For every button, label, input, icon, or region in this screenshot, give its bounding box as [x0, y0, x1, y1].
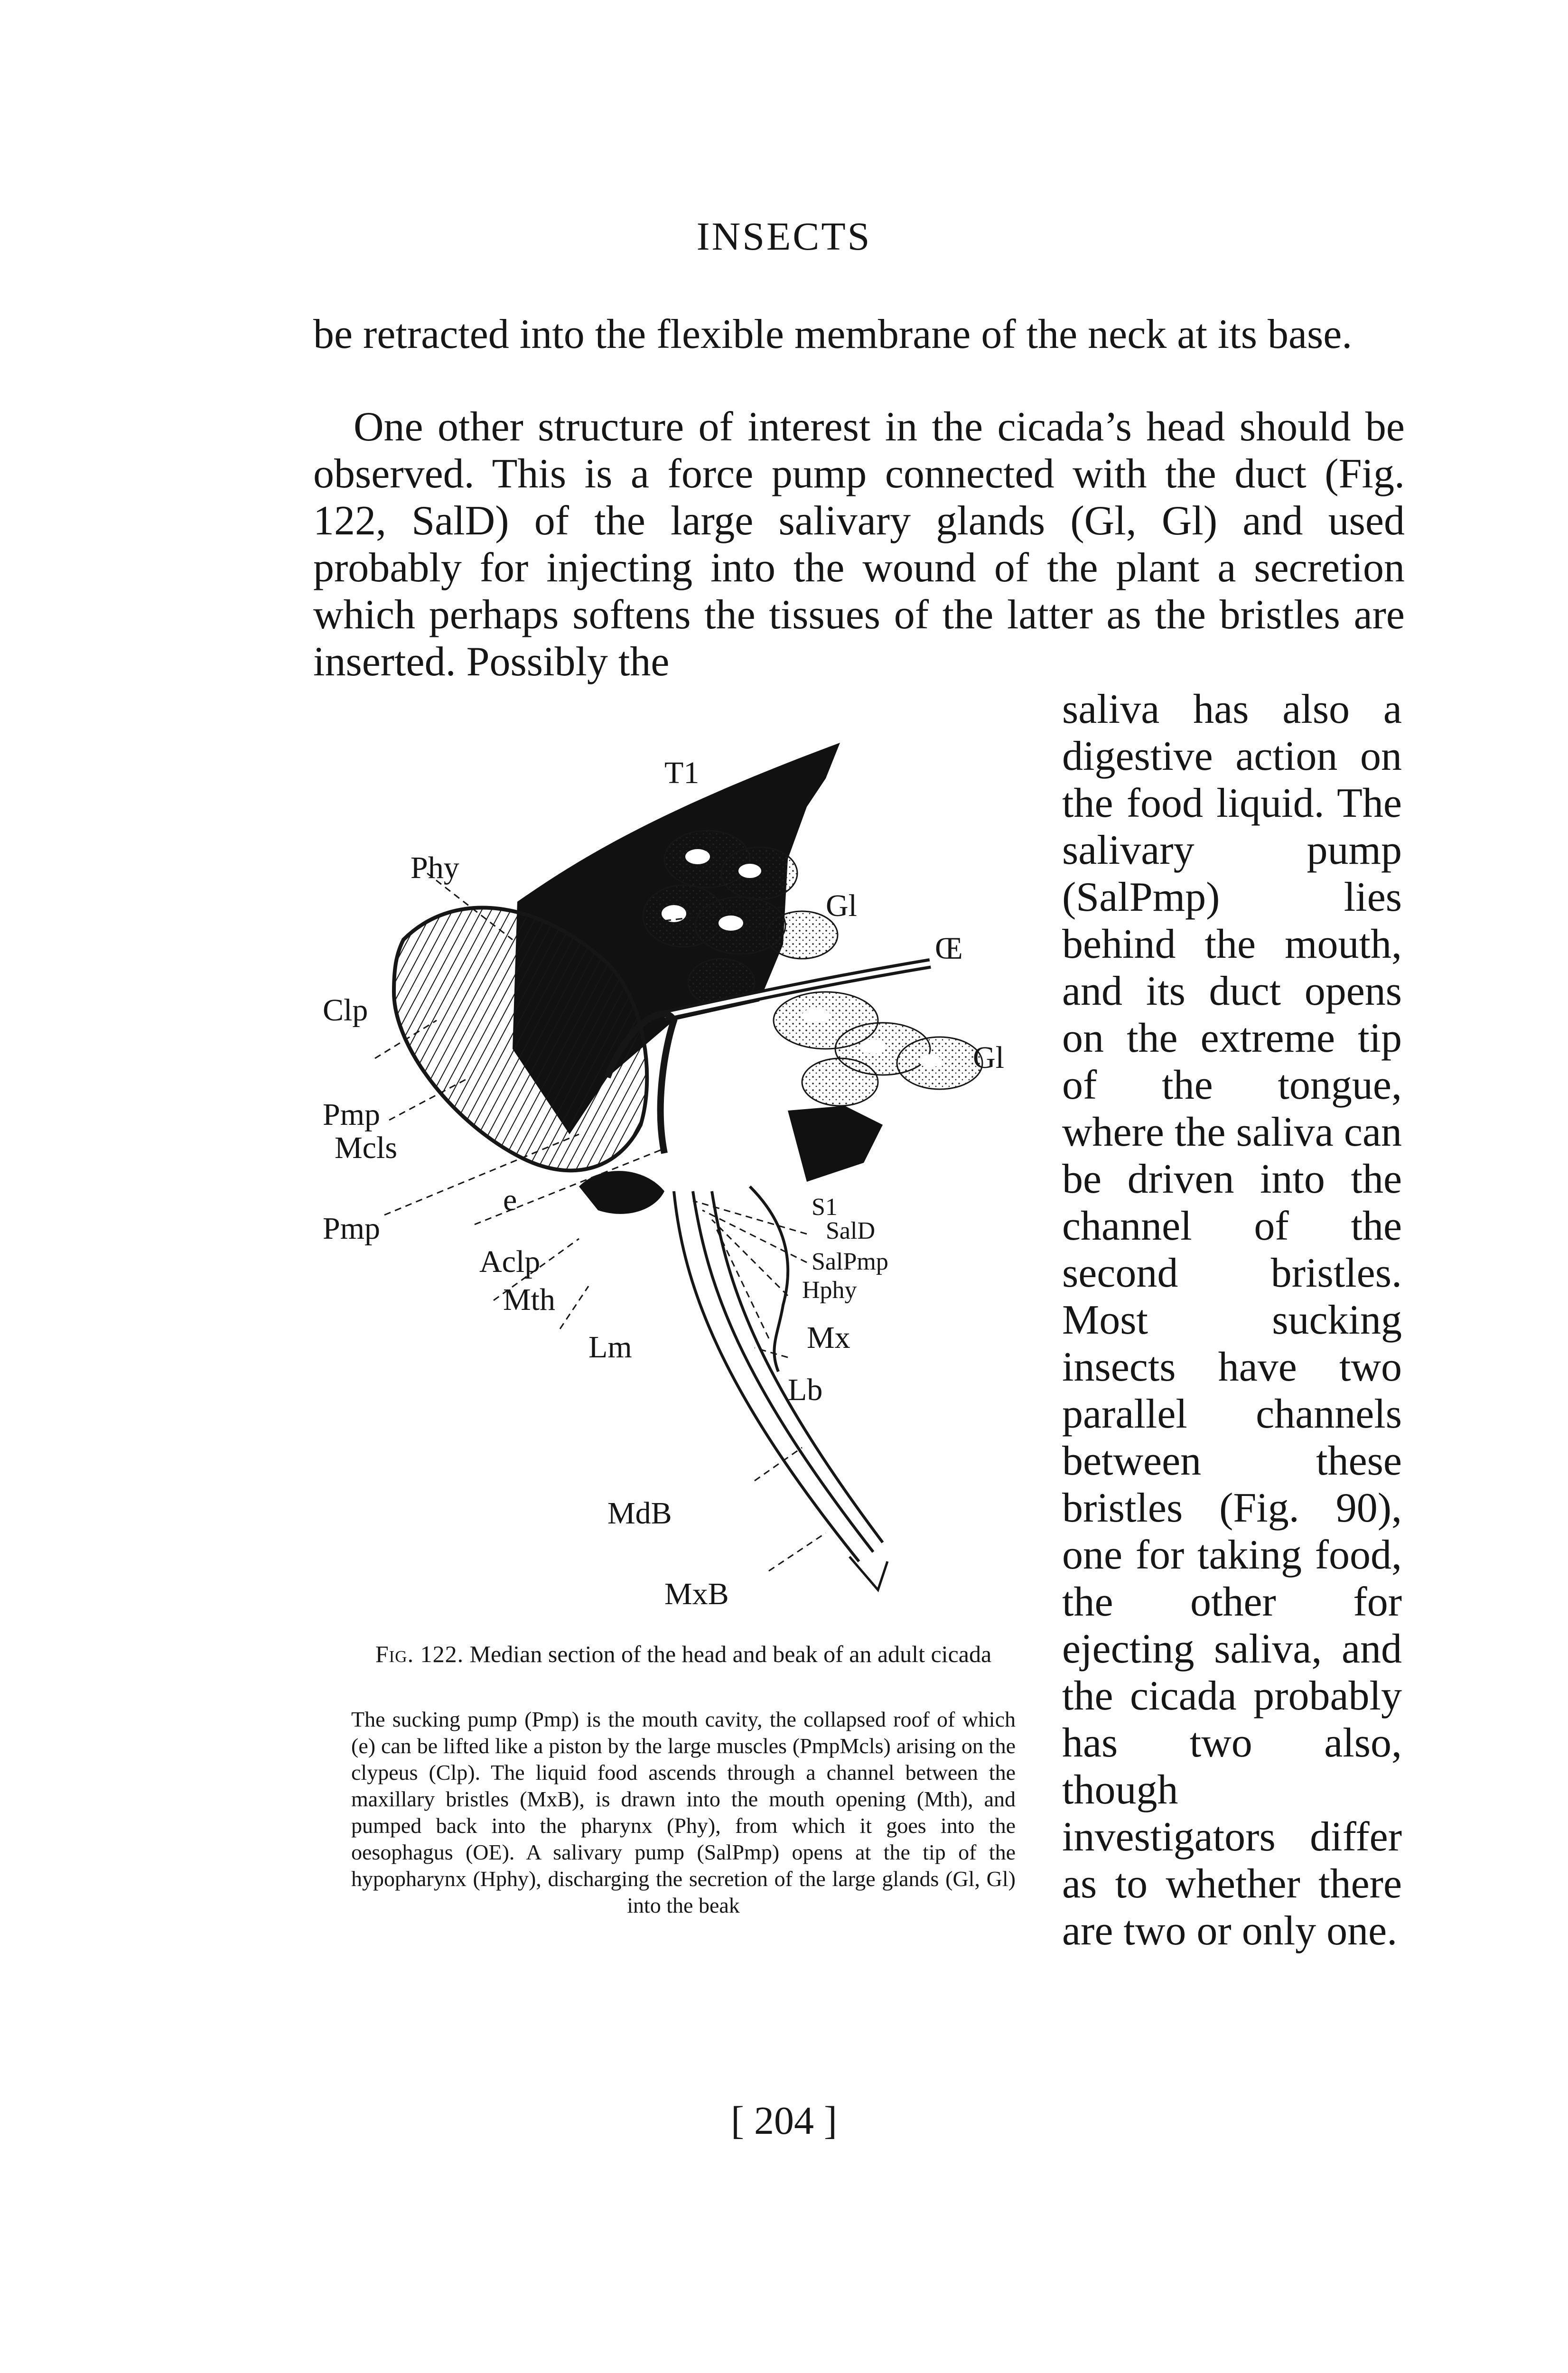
label-pmp-mcls-2: Mcls [335, 1130, 397, 1165]
cicada-head-drawing [313, 717, 1068, 1642]
label-pmp: Pmp [323, 1211, 381, 1246]
beak-bristles [674, 1191, 883, 1561]
label-phy: Phy [411, 850, 459, 885]
label-clp: Clp [323, 993, 368, 1028]
label-gl-right: Gl [973, 1040, 1004, 1075]
paragraph-1: be retracted into the flexible membrane of the neck at its base. [313, 311, 1353, 357]
figure-title: Median section of the head and beak of an adult cicada [469, 1641, 992, 1667]
label-t1: T1 [664, 756, 700, 790]
label-e: e [503, 1183, 517, 1217]
label-mxb: MxB [664, 1577, 729, 1611]
label-mx: Mx [807, 1320, 850, 1355]
label-salpmp: SalPmp [812, 1248, 888, 1275]
label-lb: Lb [788, 1373, 823, 1407]
label-aclp: Aclp [479, 1244, 541, 1279]
label-oe: Œ [935, 931, 963, 966]
paragraph-2-side-column: saliva has also a digestive action on the food liquid. The salivary pump (SalPmp) lies behind the mouth, and its duct opens on the extreme tip of the tongue, where the saliva can be driven into the channel of the second bristles. Most sucking insects have two parallel channels between these bristles (Fig. 90), one for taking food, the other for ejecting saliva, and the cicada probably has two also, though investigators differ as to whether there are two or only one. [1062, 686, 1402, 1954]
figure-caption-title [351, 1640, 1016, 1668]
label-pmp-mcls-1: Pmp [323, 1097, 381, 1132]
label-mth: Mth [503, 1282, 556, 1317]
label-mdb: MdB [607, 1496, 672, 1531]
label-hphy: Hphy [802, 1277, 857, 1304]
figure-caption-body: The sucking pump (Pmp) is the mouth cavity, the collapsed roof of which (e) can be lifted like a piston by the large muscles (PmpMcls) arising on the clypeus (Clp). The liquid food ascends through a channel between the maxillary bristles (MxB), is drawn into the mouth opening (Mth), and pumped back into the pharynx (Phy), from which it goes into the oesophagus (OE). A salivary pump (SalPmp) opens at the tip of the hypopharynx (Hphy), discharging the secretion of the large glands (Gl, Gl) into the beak [351, 1707, 1016, 1917]
label-gl-top: Gl [826, 888, 857, 923]
label-lm: Lm [588, 1330, 632, 1364]
figure-number: Fig. 122. [375, 1641, 464, 1667]
pronotal-lobe [788, 1106, 883, 1182]
page-number: [ 204 ] [731, 2099, 837, 2143]
cicada-head-section-figure [313, 717, 1068, 1642]
label-sald: SalD [826, 1217, 875, 1244]
paragraph-2: One other structure of interest in the cicada’s head should be observed. This is a force pump connected with the duct (Fig. 122, SalD) of the large salivary glands (Gl, Gl) and used probably for injecting into the wound of the plant a secretion which perhaps softens the tissues of the latter as the bristles are inserted. Possibly the [313, 404, 1405, 685]
labium-outline [750, 1186, 788, 1372]
label-s1: S1 [812, 1194, 838, 1221]
running-head: INSECTS [696, 215, 872, 259]
